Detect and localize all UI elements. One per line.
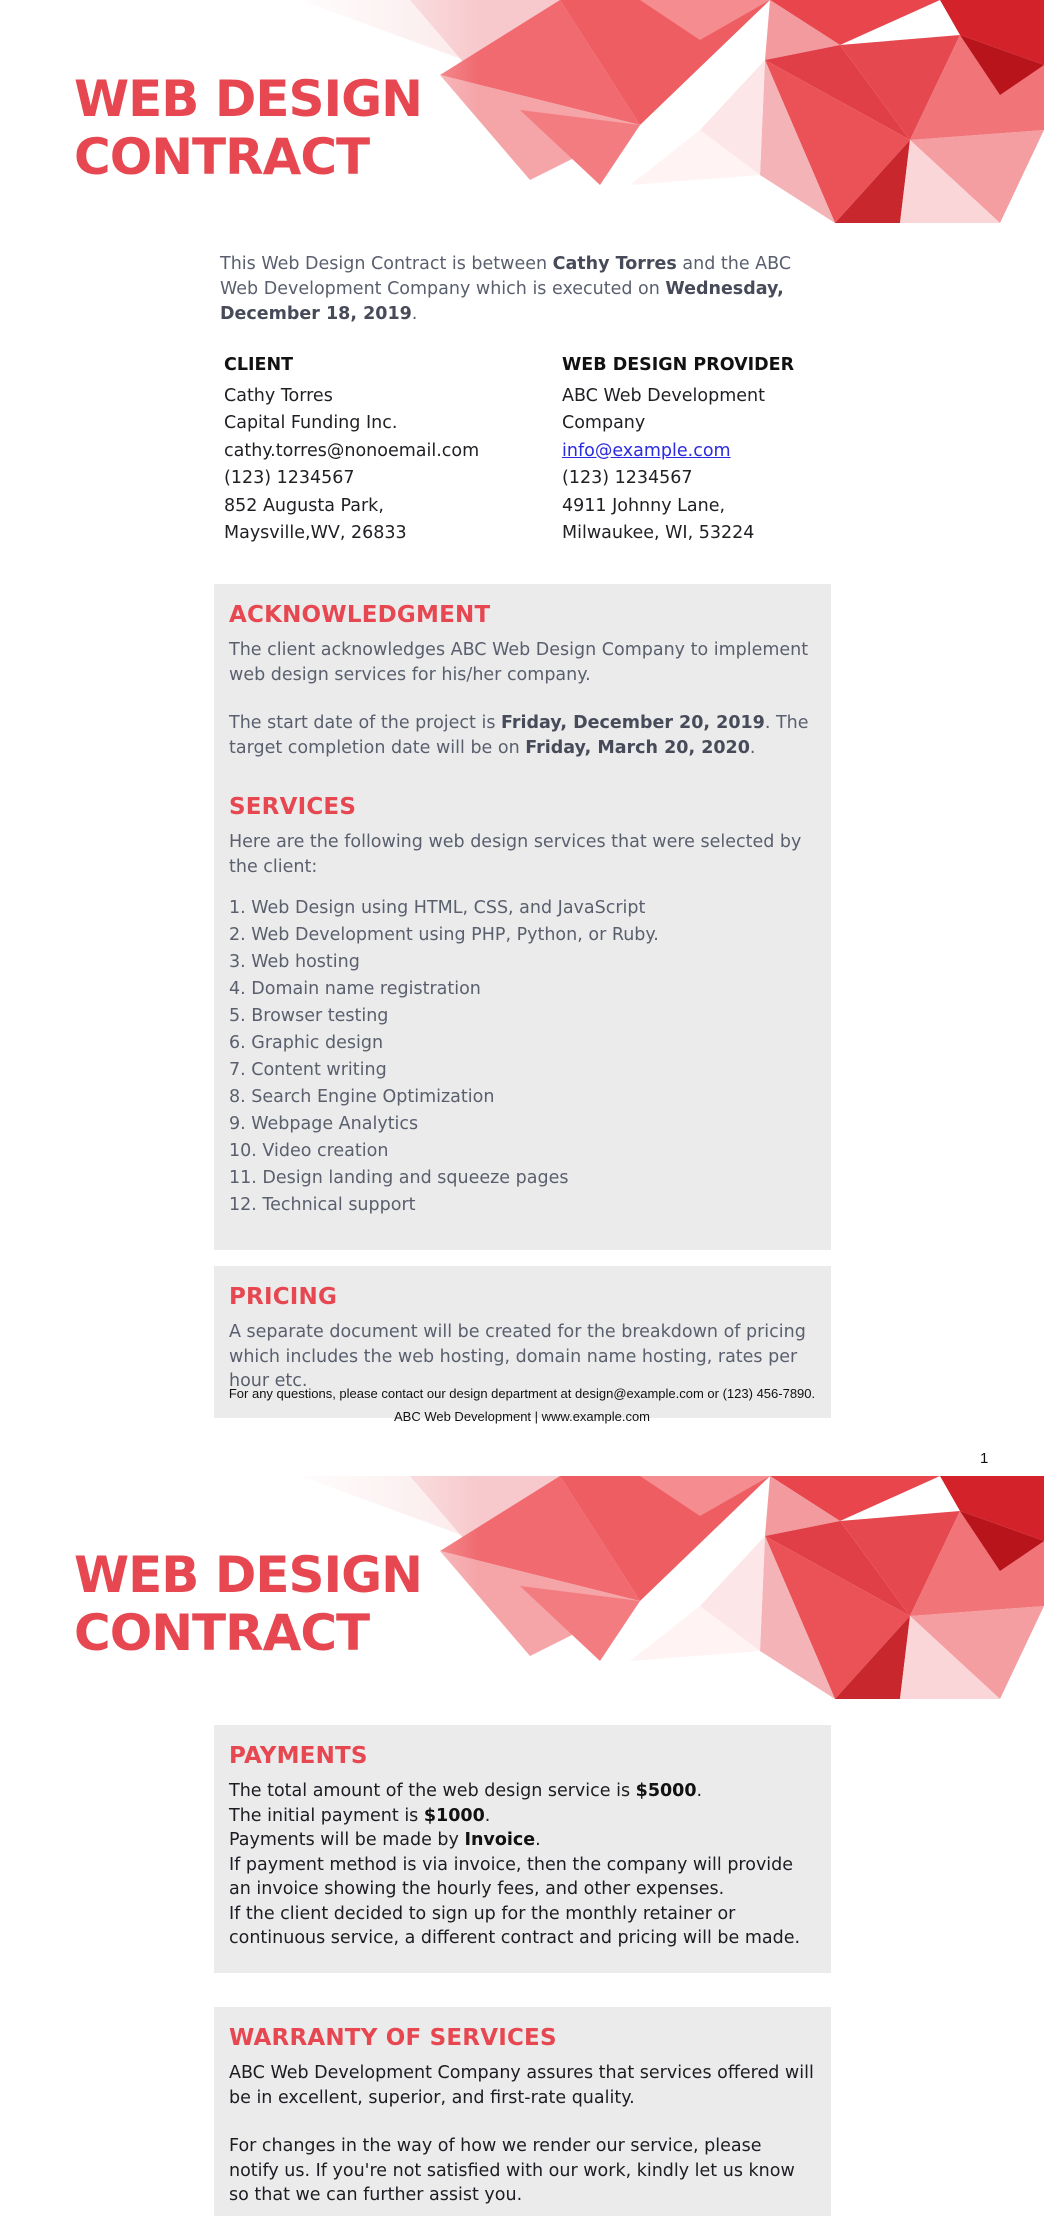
warranty-heading: WARRANTY OF SERVICES [229,2025,557,2051]
ack-text-3: . [749,737,756,758]
intro-client-name: Cathy Torres [552,254,677,274]
title-line-2: CONTRACT [74,128,370,186]
intro-date: Wednesday, December 18, 2019 [220,279,784,324]
list-item: 11. Design landing and squeeze pages [229,1168,569,1188]
intro-text-1: This Web Design Contract is between [220,254,553,274]
provider-address-line-1: 4911 Johnny Lane, [562,495,726,516]
payments-initial-amount: $1000 [423,1805,485,1826]
payments-retainer-note: If the client decided to sign up for the monthly retainer or continuous service, a different contract and pricing will be made. [229,1903,801,1948]
client-address-line-2: Maysville,WV, 26833 [224,523,407,543]
list-item: 3. Web hosting [229,952,360,972]
list-item: 5. Browser testing [229,1006,389,1026]
provider-info [562,352,862,548]
acknowledgment-services-section [214,584,831,1250]
footer-contact-line: For any questions, please contact our design department at design@example.com or (123) 456-7890. [228,1386,816,1401]
acknowledgment-heading: ACKNOWLEDGMENT [229,602,491,628]
list-item: 9. Webpage Analytics [229,1114,419,1134]
warranty-section [214,2007,831,2216]
services-list [229,895,816,1219]
client-email: cathy.torres@nonoemail.com [224,440,480,461]
page-footer [0,1382,1044,1428]
provider-address-line-2: Milwaukee, WI, 53224 [562,523,755,543]
payments-total [229,1779,816,1804]
title-line-2: CONTRACT [74,1604,370,1662]
provider-heading: WEB DESIGN PROVIDER [562,355,795,375]
list-item: 2. Web Development using PHP, Python, or Ruby. [229,925,659,945]
payments-section [214,1725,831,1973]
payments-total-label: The total amount of the web design service is [229,1781,636,1801]
intro-text-3: . [411,304,418,324]
list-item: 1. Web Design using HTML, CSS, and JavaScript [229,898,646,918]
title-line-1: WEB DESIGN [74,70,422,128]
contract-page-2 [0,1476,1044,2216]
pricing-heading: PRICING [229,1284,338,1310]
client-heading: CLIENT [224,355,294,375]
document-title [74,70,422,186]
list-item: 4. Domain name registration [229,979,481,999]
payments-method-label: Payments will be made by [229,1830,465,1850]
end-date: Friday, March 20, 2020 [525,737,750,758]
acknowledgment-paragraph-1: The client acknowledges ABC Web Design Company to implement web design services for his/her company. [229,640,809,685]
services-intro: Here are the following web design services that were selected by the client: [229,832,802,877]
start-date: Friday, December 20, 2019 [501,713,765,733]
list-item: 8. Search Engine Optimization [229,1087,495,1107]
client-info [224,352,524,548]
document-title [74,1546,422,1662]
footer-company-line: ABC Web Development | www.example.com [393,1409,650,1424]
payments-initial-end: . [484,1805,491,1826]
client-address-line-1: 852 Augusta Park, [224,495,384,516]
ack-text-1: The start date of the project is [229,713,502,733]
warranty-paragraph-2: For changes in the way of how we render our service, please notify us. If you're not satisfied with our work, kindly let us know so that we can further assist you. [229,2136,795,2205]
pricing-text: A separate document will be created for the breakdown of pricing which includes the web hosting, domain name hosting, rates per hour etc. [229,1322,806,1391]
client-name: Cathy Torres [224,385,333,406]
client-company: Capital Funding Inc. [224,413,398,433]
list-item: 10. Video creation [229,1141,389,1161]
payments-method-value: Invoice [464,1830,536,1850]
payments-method-end: . [535,1830,541,1850]
payments-heading: PAYMENTS [229,1743,368,1769]
payments-invoice-note: If payment method is via invoice, then the company will provide an invoice showing the hourly fees, and other expenses. [229,1854,794,1899]
intro-paragraph [220,252,810,327]
payments-total-amount: $5000 [635,1781,697,1801]
provider-phone: (123) 1234567 [562,468,693,488]
acknowledgment-paragraph-2 [229,711,816,760]
page-number: 1 [980,1450,989,1467]
title-line-1: WEB DESIGN [74,1546,422,1604]
services-heading: SERVICES [229,794,357,820]
intro-text-2: and the ABC Web Development Company which is executed on [220,254,792,299]
list-item: 7. Content writing [229,1060,387,1080]
payments-initial-label: The initial payment is [229,1805,424,1826]
provider-name: ABC Web Development Company [562,385,765,433]
client-phone: (123) 1234567 [224,468,355,488]
payments-total-end: . [696,1781,703,1801]
list-item: 6. Graphic design [229,1033,384,1053]
warranty-paragraph-1: ABC Web Development Company assures that services offered will be in excellent, superior, and first-rate quality. [229,2063,814,2108]
ack-text-2: . The target completion date will be on [229,713,809,758]
provider-email-link[interactable]: info@example.com [562,440,731,461]
payments-method [229,1828,816,1853]
payments-initial [229,1804,816,1829]
list-item: 12. Technical support [229,1195,416,1215]
